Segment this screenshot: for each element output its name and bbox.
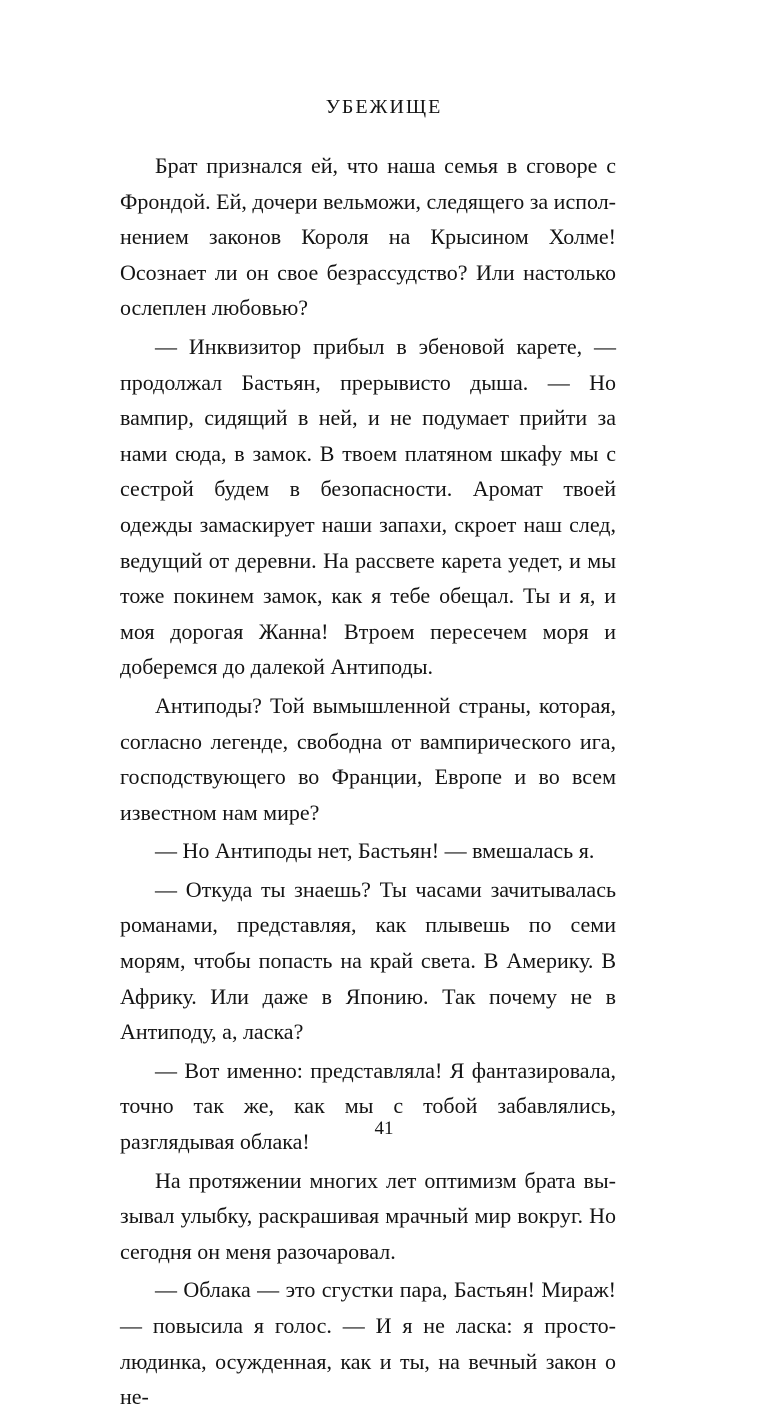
running-title: УБЕЖИЩЕ	[325, 96, 443, 118]
page-number: 41	[374, 1118, 394, 1139]
body-text	[120, 148, 616, 1418]
paragraph: — Облака — это сгустки пара, Бастьян! Мираж! — повысила я голос. — И я не ласка: я простолюдинка, осужденная, как и ты, на вечный закон о не-	[120, 1277, 616, 1410]
paragraph: — Откуда ты знаешь? Ты часами зачитывалась романами, представляя, как плывешь по семи морям, чтобы попасть на край света. В Америку. В Африку. Или даже в Японию. Так почему не в Антиподу, а, ласка?	[120, 876, 616, 1045]
paragraph: — Вот именно: представляла! Я фантазировала, точно так же, как мы с тобой забавлялись, разглядывая облака!	[120, 1057, 616, 1155]
paragraph: Антиподы? Той вымышленной страны, которая, согласно легенде, свободна от вампирического ига, господствующего во Франции, Европе и во всем известном нам мире?	[120, 692, 616, 825]
paragraph: Брат признался ей, что наша семья в сговоре с Фрондой. Ей, дочери вельможи, следящего за исполнением законов Короля на Крысином Холме! Осознает ли он свое безрассудство? Или настолько ослеплен любовью?	[120, 153, 616, 321]
paragraph: — Инквизитор прибыл в эбеновой карете, — продолжал Бастьян, прерывисто дыша. — Но вампир, сидящий в ней, и не подумает прийти за нами сюда, в замок. В твоем платяном шкафу мы с сестрой будем в безопасности. Аромат твоей одежды замаскирует наши запахи, скроет наш след, ведущий от деревни. На рассвете карета уедет, и мы тоже покинем замок, как я тебе обещал. Ты и я, и моя дорогая Жанна! Втроем пересечем моря и доберемся до далекой Антиподы.	[120, 333, 616, 680]
paragraph: — Но Антиподы нет, Бастьян! — вмешалась я.	[155, 838, 595, 864]
paragraph: На протяжении многих лет оптимизм брата вызывал улыбку, раскрашивая мрачный мир вокруг. Но сегодня он меня разочаровал.	[120, 1167, 616, 1264]
